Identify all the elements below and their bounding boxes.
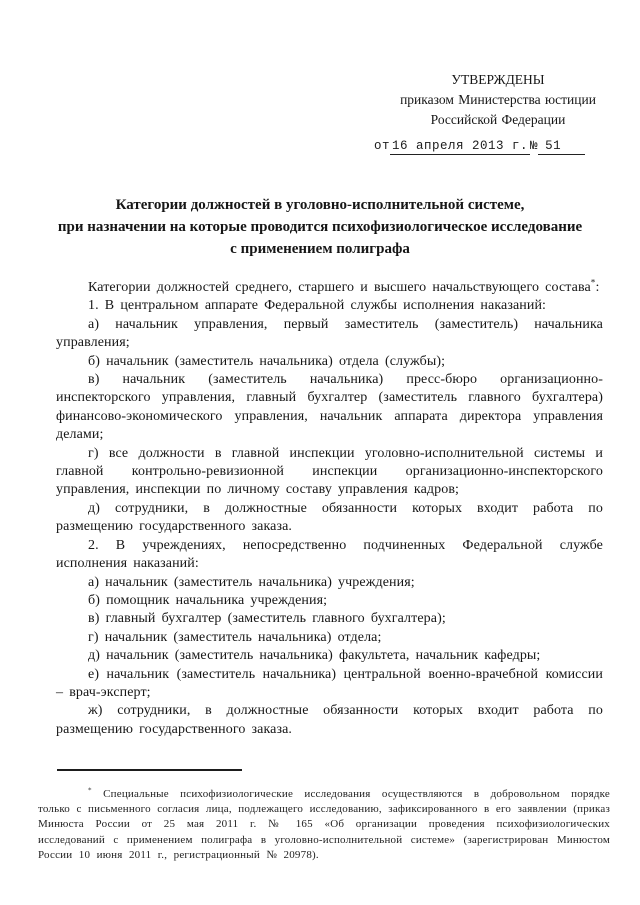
body-paragraph: в) начальник (заместитель начальника) пресс-бюро организационно-инспекторского управления, главный бухгалтер (заместитель главного бухгалтера) финансово-экономического управления, начальник аппарата директора управления делами; (56, 372, 603, 443)
intro-suffix: : (595, 280, 600, 295)
approval-line: Российской Федерации (430, 112, 566, 127)
approval-block (384, 70, 612, 130)
date-value-underlined: 16 апреля 2013 г. (392, 139, 529, 153)
body-paragraph: в) главный бухгалтер (заместитель главного бухгалтера); (88, 611, 446, 627)
body-paragraph: д) сотрудники, в должностные обязанности которых входит работа по размещению государственного заказа. (56, 500, 603, 535)
body-paragraph: ж) сотрудники, в должностные обязанности которых входит работа по размещению государственного заказа. (56, 703, 603, 737)
footnote-paragraph (38, 787, 610, 863)
document-body (56, 279, 603, 739)
body-paragraph: г) начальник (заместитель начальника) отдела; (88, 629, 382, 645)
order-date-line (374, 139, 585, 155)
intro-paragraph (56, 279, 603, 297)
footnote-marker-ref: * (590, 277, 596, 288)
date-prefix: от (374, 139, 391, 153)
title-line: при назначении на которые проводится психофизиологическое исследование (57, 219, 583, 235)
approval-line: УТВЕРЖДЕНЫ (451, 72, 545, 87)
body-paragraph: е) начальник (заместитель начальника) центральной военно-врачебной комиссии – врач-эксперт; (56, 666, 603, 700)
footnote-block (38, 787, 610, 863)
body-paragraph: б) помощник начальника учреждения; (88, 592, 328, 608)
footnote-marker: * (88, 786, 92, 795)
body-paragraph: 1. В центральном аппарате Федеральной службы исполнения наказаний: (88, 298, 547, 314)
order-number-underlined: 51 (538, 139, 585, 155)
approval-line: приказом Министерства юстиции (400, 92, 596, 107)
document-title (0, 194, 640, 260)
body-paragraph: д) начальник (заместитель начальника) факультета, начальник кафедры; (88, 648, 541, 664)
footnote-text: Специальные психофизиологические исследования осуществляются в добровольном порядке только с письменного согласия лица, подлежащего исследованию, зафиксированного в его заявлении (приказ Минюста России от 25 мая 2011 г. № 165 «Об организации проведения психофизиологических исследований с применением полиграфа в уголовно-исполнительной системе» (зарегистрирован Минюстом России 10 июня 2011 г., регистрационный № 20978). (38, 788, 610, 861)
body-paragraph: б) начальник (заместитель начальника) отдела (службы); (88, 353, 446, 369)
number-sign: № (530, 139, 539, 153)
body-paragraph: а) начальник управления, первый заместитель (заместитель) начальника управления; (56, 316, 603, 351)
body-paragraph: 2. В учреждениях, непосредственно подчиненных Федеральной службе исполнения наказаний: (56, 537, 603, 572)
footnote-separator-rule (57, 769, 242, 771)
body-paragraph: г) все должности в главной инспекции уголовно-исполнительной системы и главной контрольно-ревизионной инспекции организационно-инспекторского управления, инспекции по личному составу управления кадров; (56, 445, 603, 498)
body-paragraph: а) начальник (заместитель начальника) учреждения; (88, 574, 415, 590)
title-line: Категории должностей в уголовно-исполнительной системе, (115, 197, 525, 213)
intro-text: Категории должностей среднего, старшего и высшего начальствующего состава (88, 280, 591, 295)
title-line: с применением полиграфа (230, 241, 410, 257)
